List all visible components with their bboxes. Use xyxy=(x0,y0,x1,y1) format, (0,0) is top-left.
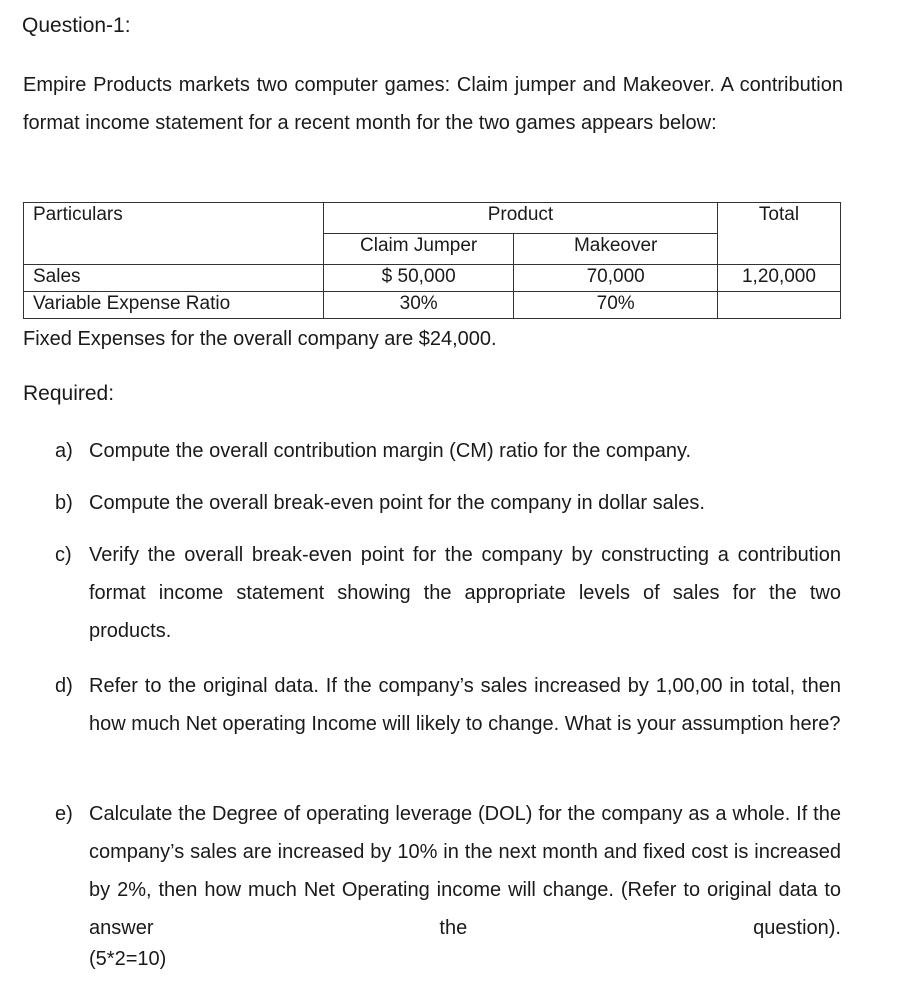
question-letter: d) xyxy=(55,675,73,697)
intro-paragraph: Empire Products markets two computer games: Claim jumper and Makeover. A contribution format income statement for a recent month for the two games appears below: xyxy=(23,74,843,134)
ver-makeover: 70% xyxy=(514,292,718,319)
question-text: Verify the overall break-even point for the company by constructing a contribution format income statement showing the appropriate levels of sales for the two products. xyxy=(89,544,841,642)
question-text: Refer to the original data. If the company’s sales increased by 1,00,00 in total, then how much Net operating Income will likely to change. What is your assumption here? xyxy=(89,675,841,735)
question-text: Calculate the Degree of operating leverage (DOL) for the company as a whole. If the company’s sales are increased by 10% in the next month and fixed cost is increased by 2%, then how much Net Operating income will change. (Refer to original data to answer the question). xyxy=(89,803,841,939)
claim-jumper-header: Claim Jumper xyxy=(323,234,513,265)
question-title: Question-1: xyxy=(22,14,131,37)
fixed-expenses-note: Fixed Expenses for the overall company are $24,000. xyxy=(23,328,497,350)
ver-claim-jumper: 30% xyxy=(323,292,513,319)
ver-total xyxy=(717,292,840,319)
required-label: Required: xyxy=(23,382,115,405)
sales-makeover: 70,000 xyxy=(514,265,718,292)
marks-note: (5*2=10) xyxy=(89,948,167,970)
question-a xyxy=(55,432,841,470)
question-b xyxy=(55,484,841,522)
sales-claim-jumper: $ 50,000 xyxy=(323,265,513,292)
question-letter: a) xyxy=(55,440,73,462)
product-header: Product xyxy=(323,203,717,234)
total-blank xyxy=(717,234,840,265)
question-letter: e) xyxy=(55,803,73,825)
makeover-header: Makeover xyxy=(514,234,718,265)
total-header: Total xyxy=(717,203,840,234)
ver-label: Variable Expense Ratio xyxy=(24,292,324,319)
question-c xyxy=(55,536,841,650)
sales-total: 1,20,000 xyxy=(717,265,840,292)
income-statement-table xyxy=(23,202,841,319)
question-text: Compute the overall break-even point for the company in dollar sales. xyxy=(89,492,705,514)
question-d xyxy=(55,667,841,743)
question-e xyxy=(55,795,841,947)
question-text: Compute the overall contribution margin (CM) ratio for the company. xyxy=(89,440,692,462)
question-letter: c) xyxy=(55,544,72,566)
particulars-blank xyxy=(24,234,324,265)
particulars-header: Particulars xyxy=(24,203,324,234)
sales-label: Sales xyxy=(24,265,324,292)
question-letter: b) xyxy=(55,492,73,514)
